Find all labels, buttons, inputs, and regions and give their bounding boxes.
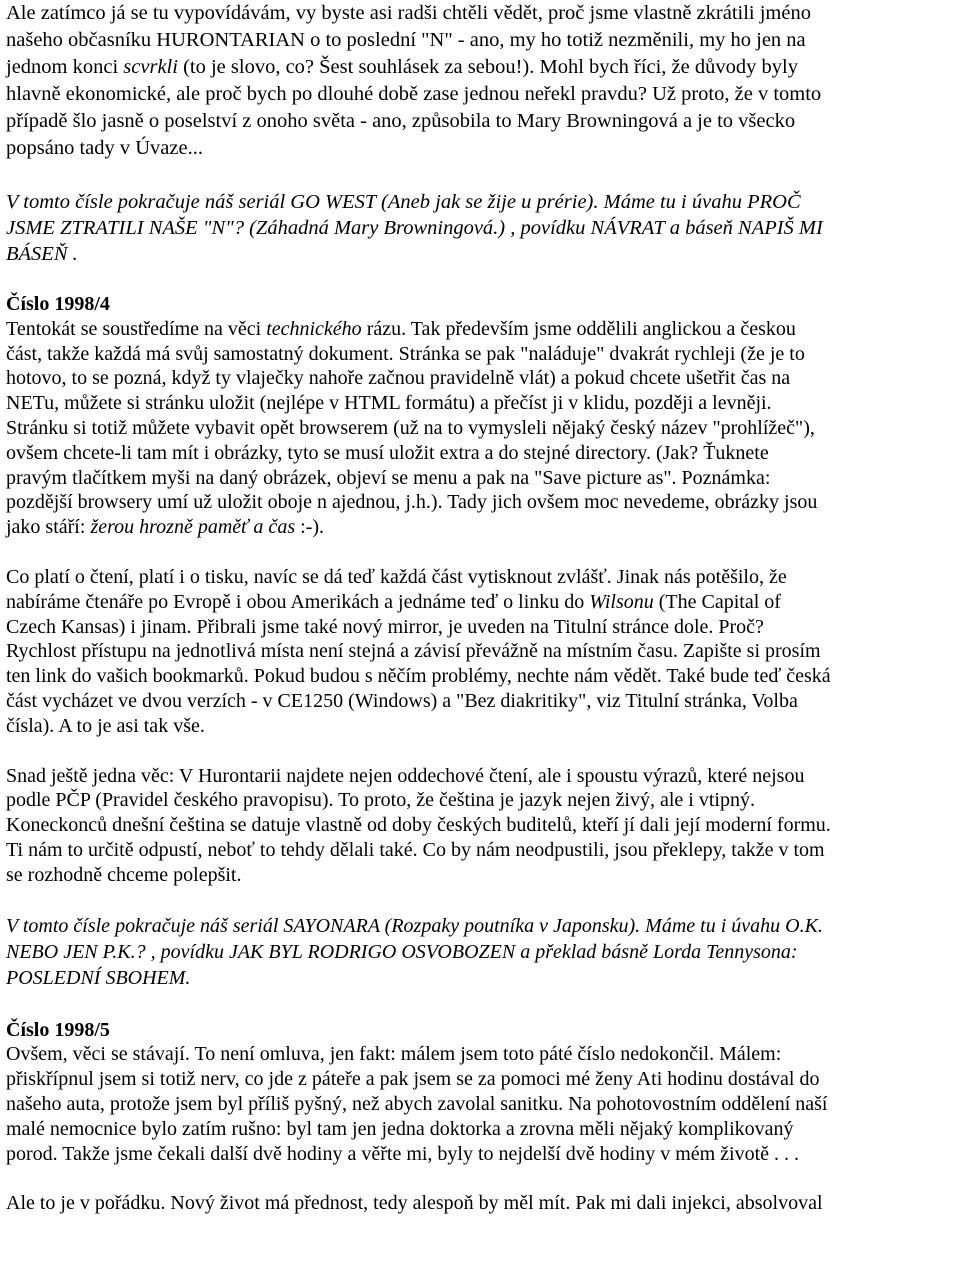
text-line: přiskřípnul jsem si totiž nerv, co jde z páteře a pak jsem se za pomoci mé ženy Ati hodinu dostával do	[6, 1068, 820, 1091]
text-line: jednom konci scvrkli (to je slovo, co? Šest souhlásek za sebou!). Mohl bych říci, že důvody byly	[6, 56, 798, 78]
text-line: nabíráme čtenáře po Evropě i obou Amerikách a jednáme teď o linku do Wilsonu (The Capital of	[6, 590, 781, 613]
text-line: Tentokát se soustředíme na věci technického rázu. Tak především jsme oddělili anglickou a českou	[6, 317, 796, 340]
text-line: našeho auta, protože jsem byl příliš pyšný, než abych zavolal sanitku. Na pohotovostním oddělení naší	[6, 1092, 828, 1115]
italic-term: scvrkli	[123, 56, 178, 78]
text-line: čísla). A to je asi tak vše.	[6, 714, 205, 737]
italic-line: JSME ZTRATILI NAŠE "N"? (Záhadná Mary Browningová.) , povídku NÁVRAT a báseň NAPIŠ MI	[6, 217, 823, 239]
text-line: Ovšem, věci se stávají. To není omluva, jen fakt: málem jsem toto páté číslo nedokončil. Málem:	[6, 1043, 782, 1066]
text-line: část, takže každá má svůj samostatný dokument. Stránka se pak "naláduje" dvakrát rychleji (že je to	[6, 342, 805, 365]
italic-line: BÁSEŇ .	[6, 243, 78, 265]
text-line: Snad ještě jedna věc: V Hurontarii najdete nejen oddechové čtení, ale i spoustu výrazů, které nejsou	[6, 764, 805, 787]
text-line: pozdější browsery umí už uložit oboje n ajednou, j.h.). Tady jich ovšem moc nevedeme, obrázky jsou	[6, 491, 818, 514]
paragraph-gap	[6, 888, 954, 913]
text-line: pravým tlačítkem myši na daný obrázek, objeví se menu a pak na "Save picture as". Poznámka:	[6, 466, 771, 489]
text-line: Rychlost přístupu na jednotlivá místa není stejná a závisí převážně na místním času. Zapište si prosím	[6, 640, 821, 663]
issue-1998-5-paragraph-2	[6, 1191, 954, 1216]
text-line: Ale zatímco já se tu vypovídávám, vy byste asi radši chtěli vědět, proč jsme vlastně zkrátili jméno	[6, 2, 811, 24]
italic-line: V tomto čísle pokračuje náš seriál GO WEST (Aneb jak se žije u prérie). Máme tu i úvahu PROČ	[6, 191, 801, 213]
text-line: Ale to je v pořádku. Nový život má přednost, tedy alespoň by měl mít. Pak mi dali injekci, absolvoval	[6, 1192, 823, 1215]
italic-term: technického	[266, 317, 362, 340]
issue-1998-5-heading: Číslo 1998/5	[6, 1018, 110, 1041]
text-line: případě šlo jasně o poselství z onoho světa - ano, způsobila to Mary Browningová a je to všecko	[6, 110, 796, 132]
italic-line: NEBO JEN P.K.? , povídku JAK BYL RODRIGO OSVOBOZEN a překlad básně Lorda Tennysona:	[6, 940, 798, 963]
text-line: Co platí o čtení, platí i o tisku, navíc se dá teď každá část vytisknout zvlášť. Jinak nás potěšilo, že	[6, 565, 787, 588]
text-line: jako stáří: žerou hrozně paměť a čas :-).	[6, 516, 324, 539]
text-line: porod. Takže jsme čekali další dvě hodiny a věřte mi, byly to nejdelší dvě hodiny v mém životě . . .	[6, 1142, 800, 1165]
italic-term: Wilsonu	[589, 590, 654, 613]
text-line: Czech Kansas) i jinam. Přibrali jsme také nový mirror, je uveden na Titulní stránce dole. Proč?	[6, 615, 764, 638]
italic-line: POSLEDNÍ SBOHEM.	[6, 966, 191, 989]
issue-1998-4-contents-note	[6, 913, 954, 991]
issue-1998-4-heading: Číslo 1998/4	[6, 293, 110, 315]
text-line: hotovo, to se pozná, když ty vlaječky nahoře začnou pravidelně vlát) a pokud chcete ušetřit čas na	[6, 367, 791, 390]
issue-1998-4-paragraph-2	[6, 565, 954, 739]
text-line: ovšem chcete-li tam mít i obrázky, tyto se musí uložit extra a do stejné directory. (Jak? Ťuknete	[6, 441, 769, 464]
text-line: Stránku si totiž můžete vybavit opět browserem (už na to vymysleli nějaký český název "prohlížeč"),	[6, 416, 815, 439]
italic-line: V tomto čísle pokračuje náš seriál SAYONARA (Rozpaky poutníka v Japonsku). Máme tu i úvahu O.K.	[6, 914, 823, 937]
paragraph-gap	[6, 991, 954, 1018]
text-line: část vycházet ve dvou verzích - v CE1250 (Windows) a "Bez diakritiky", viz Titulní stránka, Volba	[6, 689, 798, 712]
issue-1998-4-paragraph-3	[6, 764, 954, 888]
text-line: malé nemocnice bylo zatím rušno: byl tam jen jedna doktorka a zrovna měli nějaký komplikovaný	[6, 1117, 794, 1140]
paragraph-gap	[6, 739, 954, 764]
italic-term: žerou hrozně paměť a čas	[90, 516, 296, 539]
text-line: se rozhodně chceme polepšit.	[6, 863, 242, 886]
text-line: Koneckonců dnešní čeština se datuje vlastně od doby českých buditelů, kteří jí dali její moderní formu.	[6, 814, 831, 837]
paragraph-gap	[6, 540, 954, 565]
text-line: popsáno tady v Úvaze...	[6, 137, 203, 159]
paragraph-gap	[6, 162, 954, 189]
paragraph-gap	[6, 1166, 954, 1191]
text-line: Ti nám to určitě odpustí, neboť to tehdy dělali také. Co by nám neodpustili, jsou překlepy, takže v tom	[6, 838, 825, 861]
text-line: ten link do vašich bookmarků. Pokud budou s něčím problémy, nechte nám vědět. Také bude teď česká	[6, 665, 831, 688]
intro-contents-note	[6, 189, 954, 267]
issue-1998-5-paragraph-1	[6, 1042, 954, 1166]
paragraph-gap	[6, 267, 954, 292]
text-line: NETu, můžete si stránku uložit (nejlépe v HTML formátu) a přečíst ji v klidu, později a levněji.	[6, 392, 772, 415]
text-line: našeho občasníku HURONTARIAN o to poslední "N" - ano, my ho totiž nezměnili, my ho jen na	[6, 29, 806, 51]
issue-1998-4-paragraph-1	[6, 317, 954, 540]
intro-paragraph	[6, 0, 954, 162]
text-line: podle PČP (Pravidel českého pravopisu). To proto, že čeština je jazyk nejen živý, ale i vtipný.	[6, 789, 755, 812]
text-line: hlavně ekonomické, ale proč bych po dlouhé době zase jednou neřekl pravdu? Už proto, že v tomto	[6, 83, 822, 105]
